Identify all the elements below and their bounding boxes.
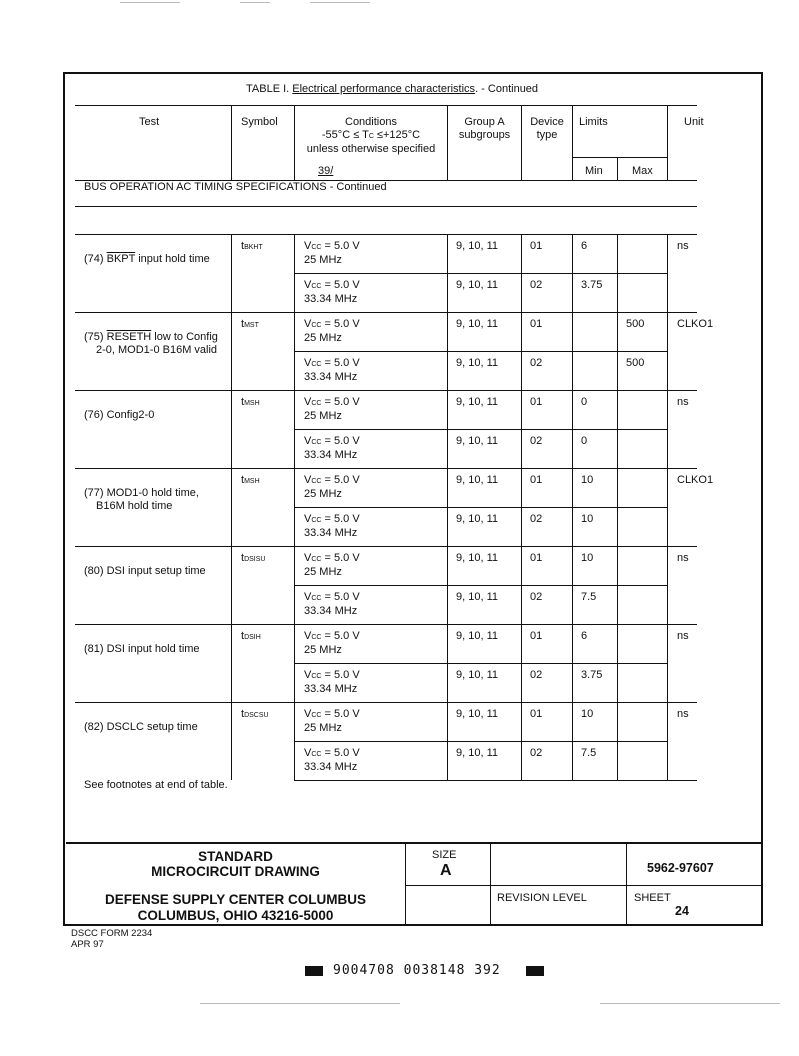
group-a-subgroups: 9, 10, 11 <box>456 669 498 681</box>
unit-value: ns <box>677 630 689 642</box>
row-rule <box>75 390 697 391</box>
group-a-subgroups: 9, 10, 11 <box>456 240 498 252</box>
unit-value: ns <box>677 396 689 408</box>
device-type: 01 <box>530 396 543 408</box>
col-test-header: Test <box>139 116 160 128</box>
group-a-subgroups: 9, 10, 11 <box>456 318 498 330</box>
address-label: COLUMBUS, OHIO 43216-5000 <box>137 908 334 923</box>
test-name: (80) DSI input setup time <box>84 565 206 577</box>
limit-min: 10 <box>581 474 594 486</box>
subrow-rule <box>294 663 667 664</box>
limit-min: 3.75 <box>581 279 603 291</box>
device-type: 02 <box>530 591 543 603</box>
revision-level-label: REVISION LEVEL <box>497 892 587 904</box>
symbol: tDSCSU <box>241 708 269 720</box>
group-a-subgroups: 9, 10, 11 <box>456 357 498 369</box>
symbol: tMST <box>241 318 259 330</box>
group-a-subgroups: 9, 10, 11 <box>456 747 498 759</box>
footnote: See footnotes at end of table. <box>84 779 228 791</box>
condition: VCC = 5.0 V 33.34 MHz <box>304 513 360 539</box>
subrow-rule <box>294 273 667 274</box>
group-a-subgroups: 9, 10, 11 <box>456 630 498 642</box>
limit-min: 10 <box>581 708 594 720</box>
symbol: tDSISU <box>241 552 266 564</box>
col-device-header: Device type <box>530 116 564 141</box>
col-group-header: Group A subgroups <box>458 116 511 141</box>
unit-value: ns <box>677 240 689 252</box>
device-type: 02 <box>530 513 543 525</box>
table-title: TABLE I. Electrical performance characteristics. - Continued <box>246 83 539 95</box>
unit-value: CLKO1 <box>677 318 714 330</box>
device-type: 01 <box>530 318 543 330</box>
limit-min: 0 <box>581 396 588 408</box>
row-rule <box>75 312 697 313</box>
table-bottom-rule <box>294 780 697 781</box>
header-top-rule <box>75 105 697 106</box>
limit-min: 6 <box>581 630 588 642</box>
condition: VCC = 5.0 V 33.34 MHz <box>304 435 360 461</box>
barcode-text: 9004708 0038148 392 <box>333 963 501 978</box>
limit-min: 6 <box>581 240 588 252</box>
unit-value: CLKO1 <box>677 474 714 486</box>
col-limits-header: Limits <box>579 116 608 128</box>
subrow-rule <box>294 585 667 586</box>
row-rule <box>75 546 697 547</box>
unit-value: ns <box>677 708 689 720</box>
group-a-subgroups: 9, 10, 11 <box>456 552 498 564</box>
limit-min: 7.5 <box>581 747 597 759</box>
subrow-rule <box>294 741 667 742</box>
subrow-rule <box>294 351 667 352</box>
col-symbol-header: Symbol <box>241 116 278 128</box>
col-conditions-header: Conditions -55°C ≤ TC ≤+125°C unless otherwise specified <box>306 116 436 155</box>
drawing-number: 5962-97607 <box>647 861 714 875</box>
form-number: DSCC FORM 2234 <box>71 928 153 939</box>
test-name: (82) DSCLC setup time <box>84 721 198 733</box>
condition: VCC = 5.0 V 25 MHz <box>304 708 360 734</box>
group-a-subgroups: 9, 10, 11 <box>456 591 498 603</box>
mcd-label: MICROCIRCUIT DRAWING <box>151 864 320 879</box>
sheet-label: SHEET <box>634 892 671 904</box>
subrow-rule <box>294 507 667 508</box>
condition: VCC = 5.0 V 25 MHz <box>304 240 360 266</box>
standard-label: STANDARD <box>198 849 273 864</box>
condition: VCC = 5.0 V 25 MHz <box>304 474 360 500</box>
device-type: 02 <box>530 747 543 759</box>
symbol: tBKHT <box>241 240 263 252</box>
group-a-subgroups: 9, 10, 11 <box>456 435 498 447</box>
row-rule <box>75 468 697 469</box>
form-date: APR 97 <box>71 939 104 950</box>
row-rule <box>75 702 697 703</box>
agency-label: DEFENSE SUPPLY CENTER COLUMBUS <box>104 892 367 907</box>
limit-min: 10 <box>581 552 594 564</box>
barcode-right-block <box>526 966 544 976</box>
group-a-subgroups: 9, 10, 11 <box>456 279 498 291</box>
test-name: (75) RESETH low to Config 2-0, MOD1-0 B16M valid <box>84 331 218 356</box>
barcode-left-block <box>305 966 323 976</box>
limit-min: 3.75 <box>581 669 603 681</box>
condition: VCC = 5.0 V 33.34 MHz <box>304 591 360 617</box>
device-type: 02 <box>530 435 543 447</box>
device-type: 01 <box>530 474 543 486</box>
condition: VCC = 5.0 V 25 MHz <box>304 552 360 578</box>
condition: VCC = 5.0 V 25 MHz <box>304 630 360 656</box>
row-rule <box>75 624 697 625</box>
subrow-rule <box>294 429 667 430</box>
conditions-note: 39/ <box>318 165 334 177</box>
symbol: tMSH <box>241 474 260 486</box>
sheet-number: 24 <box>675 904 689 918</box>
test-name: (77) MOD1-0 hold time, B16M hold time <box>84 487 199 512</box>
size-label: SIZE <box>432 849 457 861</box>
device-type: 01 <box>530 552 543 564</box>
limit-min: 10 <box>581 513 594 525</box>
limit-min: 7.5 <box>581 591 597 603</box>
condition: VCC = 5.0 V 33.34 MHz <box>304 357 360 383</box>
device-type: 01 <box>530 240 543 252</box>
test-name: (81) DSI input hold time <box>84 643 200 655</box>
col-max-header: Max <box>632 165 653 177</box>
condition: VCC = 5.0 V 25 MHz <box>304 396 360 422</box>
test-name: (74) BKPT input hold time <box>84 253 210 265</box>
device-type: 02 <box>530 279 543 291</box>
group-a-subgroups: 9, 10, 11 <box>456 513 498 525</box>
section-rule <box>75 206 697 207</box>
size-value: A <box>440 862 452 879</box>
limit-max: 500 <box>626 318 645 330</box>
section-title: BUS OPERATION AC TIMING SPECIFICATIONS - Continued <box>84 181 387 193</box>
condition: VCC = 5.0 V 25 MHz <box>304 318 360 344</box>
symbol: tMSH <box>241 396 260 408</box>
device-type: 02 <box>530 669 543 681</box>
limit-min: 0 <box>581 435 588 447</box>
col-min-header: Min <box>585 165 603 177</box>
col-unit-header: Unit <box>684 116 704 128</box>
group-a-subgroups: 9, 10, 11 <box>456 396 498 408</box>
limit-max: 500 <box>626 357 645 369</box>
symbol: tDSIH <box>241 630 261 642</box>
condition: VCC = 5.0 V 33.34 MHz <box>304 747 360 773</box>
limits-divider <box>572 157 667 158</box>
device-type: 01 <box>530 630 543 642</box>
condition: VCC = 5.0 V 33.34 MHz <box>304 669 360 695</box>
row-rule <box>75 234 697 235</box>
condition: VCC = 5.0 V 33.34 MHz <box>304 279 360 305</box>
group-a-subgroups: 9, 10, 11 <box>456 708 498 720</box>
test-name: (76) Config2-0 <box>84 409 155 421</box>
group-a-subgroups: 9, 10, 11 <box>456 474 498 486</box>
unit-value: ns <box>677 552 689 564</box>
device-type: 01 <box>530 708 543 720</box>
device-type: 02 <box>530 357 543 369</box>
